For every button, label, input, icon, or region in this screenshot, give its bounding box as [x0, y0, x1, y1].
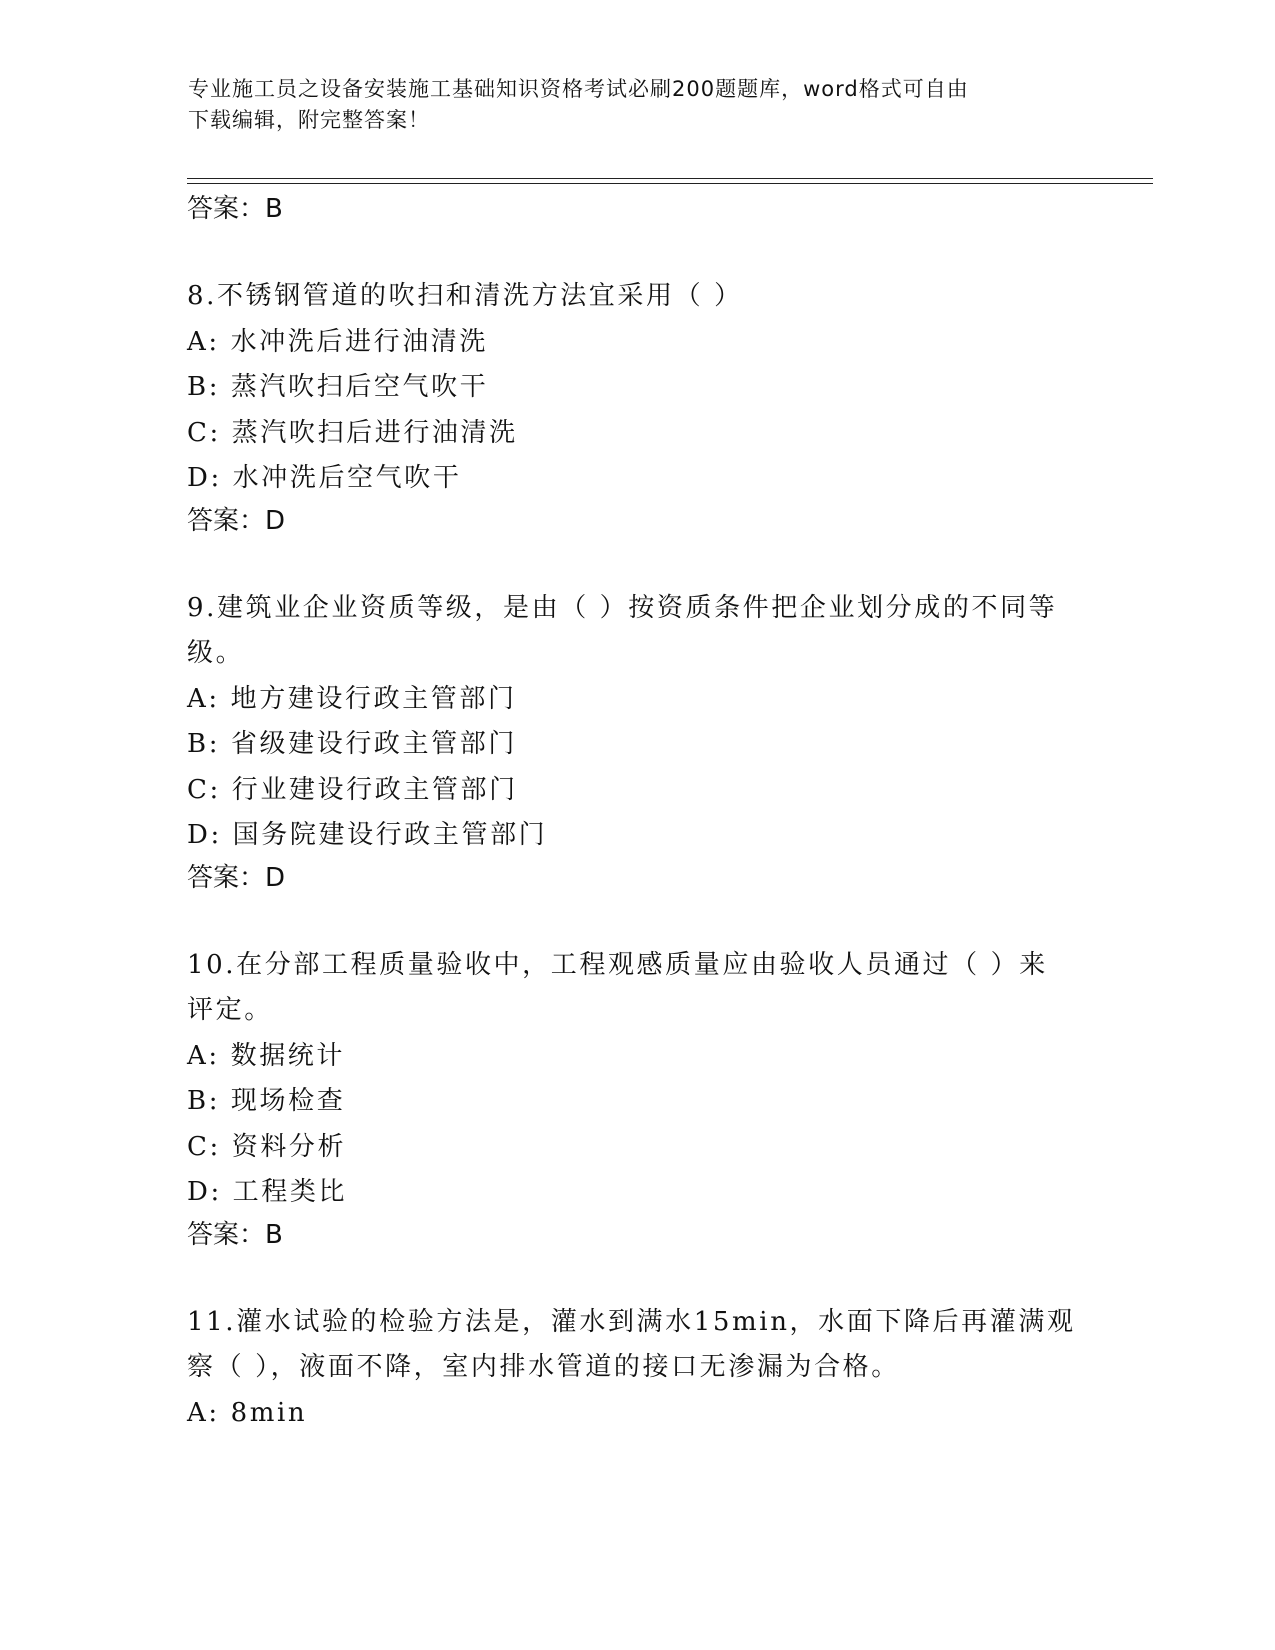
question-text: 8.不锈钢管道的吹扫和清洗方法宜采用（ ）	[187, 281, 743, 311]
document-body	[187, 190, 1087, 1436]
question-text-continued: 察（ ），液面不降，室内排水管道的接口无渗漏为合格。	[187, 1352, 900, 1382]
answer: 答案：D	[187, 505, 286, 536]
option-d: D: 水冲洗后空气吹干	[187, 463, 462, 493]
option-d: D: 工程类比	[187, 1177, 348, 1207]
option-b: B: 省级建设行政主管部门	[187, 729, 517, 759]
previous-answer: 答案：B	[187, 194, 283, 224]
question-text-continued: 评定。	[187, 995, 273, 1025]
question-text: 9.建筑业企业资质等级，是由（ ）按资质条件把企业划分成的不同等	[187, 592, 1058, 623]
header-divider-bottom	[187, 183, 1153, 184]
question-text: 10.在分部工程质量验收中，工程观感质量应由验收人员通过（ ）来	[187, 949, 1048, 980]
header-divider-top	[187, 178, 1153, 179]
question-text-continued: 级。	[187, 638, 245, 668]
question-9	[187, 586, 1087, 897]
question-8	[187, 274, 1087, 540]
option-c: C: 资料分析	[187, 1131, 347, 1162]
header-line-1: 专业施工员之设备安装施工基础知识资格考试必刷200题题库，word格式可自由	[188, 77, 969, 101]
option-b: B: 现场检查	[187, 1086, 346, 1116]
option-a: A: 水冲洗后进行油清洗	[187, 326, 489, 357]
option-d: D: 国务院建设行政主管部门	[187, 820, 548, 850]
option-b: B: 蒸汽吹扫后空气吹干	[187, 372, 489, 402]
question-10	[187, 943, 1087, 1254]
question-11	[187, 1300, 1087, 1437]
document-header	[188, 74, 1068, 136]
option-a: A: 8min	[187, 1397, 308, 1428]
option-a: A: 数据统计	[187, 1040, 346, 1071]
answer: 答案：B	[187, 1219, 283, 1250]
option-c: C: 行业建设行政主管部门	[187, 774, 518, 805]
answer: 答案：D	[187, 862, 286, 893]
option-a: A: 地方建设行政主管部门	[187, 683, 517, 714]
header-line-2: 下载编辑，附完整答案！	[188, 108, 430, 132]
question-text: 11.灌水试验的检验方法是，灌水到满水15min，水面下降后再灌满观	[187, 1306, 1076, 1337]
option-c: C: 蒸汽吹扫后进行油清洗	[187, 417, 518, 448]
